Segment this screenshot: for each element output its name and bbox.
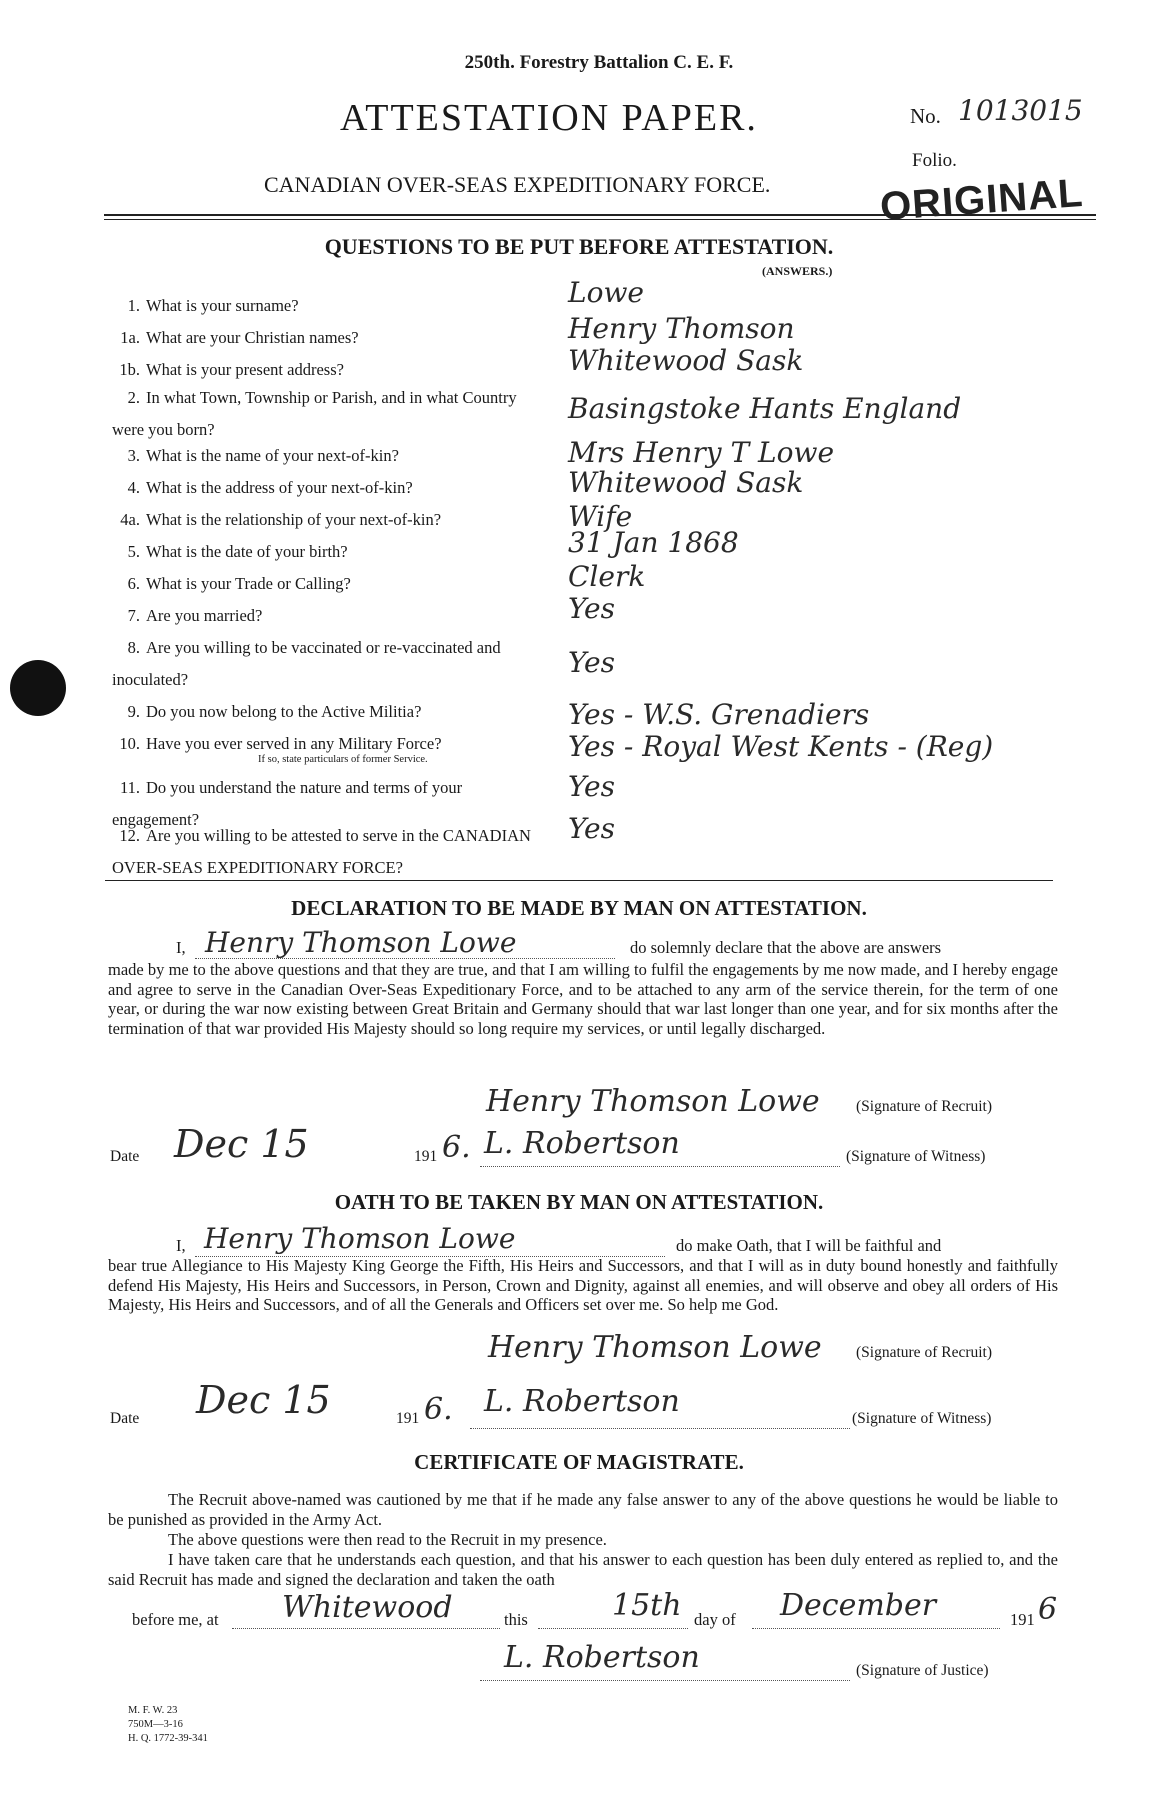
question-text: What is your Trade or Calling? — [146, 574, 351, 593]
declaration-year-prefix: 191 — [414, 1148, 438, 1165]
question-answer: Whitewood Sask — [568, 344, 804, 377]
question-answer: Basingstoke Hants England — [568, 392, 962, 425]
question-row — [112, 696, 552, 728]
certificate-month: December — [780, 1588, 937, 1623]
oath-body: bear true Allegiance to His Majesty King George the Fifth, His Heirs and Successors, and that I will as in duty bound honestly and faithfully defend His Majesty, His Heirs and Successors, in Person, Crown and Dignity, against all enemies, and will observe and obey all orders of His Majesty, His Heirs and Successors, and of all the Generals and Officers set over me. So help me God. — [108, 1256, 1058, 1314]
certificate-paragraph-2: The above questions were then read to the Recruit in my presence. — [168, 1530, 607, 1549]
declaration-date-value: Dec 15 — [174, 1122, 309, 1166]
question-answer: Yes — [568, 812, 615, 845]
oath-name: Henry Thomson Lowe — [204, 1222, 516, 1255]
question-number: 1. — [127, 296, 140, 315]
declaration-i-label: I, — [176, 938, 186, 957]
certificate-day-line — [538, 1628, 688, 1629]
oath-date-value: Dec 15 — [196, 1378, 331, 1422]
question-number: 6. — [127, 574, 140, 593]
question-answer: Yes — [568, 592, 615, 625]
question-text: Do you understand the nature and terms of your engagement? — [112, 778, 463, 829]
page-title: ATTESTATION PAPER. — [340, 97, 758, 139]
question-text: What is the relationship of your next-of-kin? — [146, 510, 442, 529]
question-number: 3. — [127, 446, 140, 465]
question-number: 7. — [127, 606, 140, 625]
oath-witness-signature: L. Robertson — [484, 1384, 680, 1419]
certificate-month-line — [752, 1628, 1000, 1629]
oath-year-suffix: 6. — [424, 1392, 453, 1427]
question-text: What is the name of your next-of-kin? — [146, 446, 399, 465]
declaration-witness-signature: L. Robertson — [484, 1126, 680, 1161]
question-number: 5. — [127, 542, 140, 561]
question-row — [112, 290, 552, 322]
question-answer: Lowe — [568, 276, 644, 309]
binder-hole — [10, 660, 66, 716]
declaration-witness-sig-label: (Signature of Witness) — [846, 1148, 986, 1165]
declaration-heading: DECLARATION TO BE MADE BY MAN ON ATTESTATION. — [291, 896, 867, 920]
question-number: 10. — [119, 734, 140, 753]
question-text: What is your surname? — [146, 296, 299, 315]
question-number: 1a. — [120, 328, 140, 347]
header-rule-thin — [104, 219, 1096, 220]
print-run: 750M—3-16 — [128, 1719, 183, 1730]
question-text: What is the address of your next-of-kin? — [146, 478, 413, 497]
oath-body-start: do make Oath, that I will be faithful and — [676, 1236, 942, 1255]
question-row — [112, 322, 552, 354]
declaration-recruit-sig-label: (Signature of Recruit) — [856, 1098, 993, 1115]
declaration-recruit-signature: Henry Thomson Lowe — [486, 1084, 820, 1119]
question-number: 9. — [127, 702, 140, 721]
oath-witness-line — [470, 1428, 850, 1429]
justice-signature-line — [480, 1680, 850, 1681]
declaration-witness-line — [480, 1166, 840, 1167]
question-row — [112, 472, 552, 504]
question-answer: Mrs Henry T Lowe — [568, 436, 835, 469]
declaration-year-suffix: 6. — [442, 1130, 471, 1165]
oath-i-label: I, — [176, 1236, 186, 1255]
original-stamp: ORIGINAL — [878, 170, 1085, 230]
section-rule — [105, 880, 1053, 881]
folio-label: Folio. — [912, 150, 957, 171]
number-label: No. — [910, 104, 941, 128]
question-number: 8. — [127, 638, 140, 657]
declaration-date-label: Date — [110, 1148, 140, 1165]
battalion-line: 250th. Forestry Battalion C. E. F. — [464, 52, 734, 73]
question-number: 1b. — [119, 360, 140, 379]
question-number: 12. — [119, 826, 140, 845]
question-text: Are you willing to be attested to serve in the CANADIAN OVER-SEAS EXPEDITIONARY FORCE? — [112, 826, 531, 877]
certificate-year-prefix: 191 — [1010, 1610, 1035, 1629]
hq-number: H. Q. 1772-39-341 — [128, 1733, 208, 1744]
oath-recruit-sig-label: (Signature of Recruit) — [856, 1344, 993, 1361]
certificate-paragraph-1: The Recruit above-named was cautioned by me that if he made any false answer to any of the above questions he would be liable to be punished as provided in the Army Act. — [108, 1490, 1058, 1529]
question-text: What is your present address? — [146, 360, 344, 379]
certificate-before-label: before me, at — [132, 1610, 219, 1629]
question-row — [112, 632, 552, 696]
declaration-name-line — [195, 958, 615, 959]
certificate-heading: CERTIFICATE OF MAGISTRATE. — [414, 1450, 744, 1474]
question-answer: 31 Jan 1868 — [568, 526, 739, 559]
certificate-place-line — [232, 1628, 500, 1629]
question-answer: Yes — [568, 646, 615, 679]
question-number: 4a. — [120, 510, 140, 529]
questions-heading: QUESTIONS TO BE PUT BEFORE ATTESTATION. — [324, 234, 834, 259]
justice-signature: L. Robertson — [504, 1640, 700, 1675]
oath-date-label: Date — [110, 1410, 140, 1427]
question-text: What are your Christian names? — [146, 328, 359, 347]
question-text: Have you ever served in any Military Force? — [146, 734, 442, 753]
question-row — [112, 600, 552, 632]
regimental-number: 1013015 — [958, 94, 1083, 127]
question-answer: Whitewood Sask — [568, 466, 804, 499]
question-answer: Clerk — [568, 560, 646, 593]
question-answer: Yes — [568, 770, 615, 803]
question-text: Are you willing to be vaccinated or re-vaccinated and inoculated? — [112, 638, 501, 689]
question-number: 11. — [119, 778, 140, 797]
oath-recruit-signature: Henry Thomson Lowe — [488, 1330, 822, 1365]
oath-year-prefix: 191 — [396, 1410, 420, 1427]
question-row — [112, 568, 552, 600]
question-subnote: If so, state particulars of former Service. — [258, 754, 428, 765]
declaration-body-start: do solemnly declare that the above are answers — [630, 938, 942, 957]
question-number: 4. — [127, 478, 140, 497]
certificate-year-suffix: 6 — [1038, 1592, 1058, 1627]
force-subtitle: CANADIAN OVER-SEAS EXPEDITIONARY FORCE. — [264, 172, 771, 197]
question-text: In what Town, Township or Parish, and in what Country were you born? — [112, 388, 517, 439]
question-row — [112, 504, 552, 536]
oath-witness-sig-label: (Signature of Witness) — [852, 1410, 992, 1427]
form-code: M. F. W. 23 — [128, 1705, 178, 1716]
question-row — [112, 536, 552, 568]
question-text: What is the date of your birth? — [146, 542, 348, 561]
declaration-name: Henry Thomson Lowe — [205, 926, 517, 959]
certificate-paragraph-3: I have taken care that he understands each question, and that his answer to each question has been duly entered as replied to, and the said Recruit has made and signed the declaration and taken the oath — [108, 1550, 1058, 1589]
answers-heading: (ANSWERS.) — [762, 264, 833, 278]
header-rule — [104, 214, 1096, 216]
question-row — [112, 820, 552, 884]
question-number: 2. — [127, 388, 140, 407]
declaration-body: made by me to the above questions and that they are true, and that I am willing to fulfil the engagements by me now made, and I hereby engage and agree to serve in the Canadian Over-Seas Expeditionary Force, and to be attached to any arm of the service therein, for the term of one year, or during the war now existing between Great Britain and Germany should that war last longer than one year, and for six months after the termination of that war provided His Majesty should so long require my services, or until legally discharged. — [108, 960, 1058, 1038]
question-text: Are you married? — [146, 606, 263, 625]
question-answer: Yes - Royal West Kents - (Reg) — [568, 730, 994, 763]
question-row — [112, 382, 552, 446]
question-row — [112, 440, 552, 472]
question-text: Do you now belong to the Active Militia? — [146, 702, 422, 721]
question-answer: Henry Thomson — [568, 312, 795, 345]
certificate-place: Whitewood — [282, 1590, 453, 1625]
justice-sig-label: (Signature of Justice) — [856, 1662, 989, 1679]
oath-heading: OATH TO BE TAKEN BY MAN ON ATTESTATION. — [334, 1190, 824, 1214]
certificate-this-label: this — [504, 1610, 528, 1629]
certificate-day: 15th — [612, 1588, 682, 1623]
question-answer: Yes - W.S. Grenadiers — [568, 698, 870, 731]
question-answer: Wife — [568, 500, 633, 533]
certificate-day-of-label: day of — [694, 1610, 736, 1629]
